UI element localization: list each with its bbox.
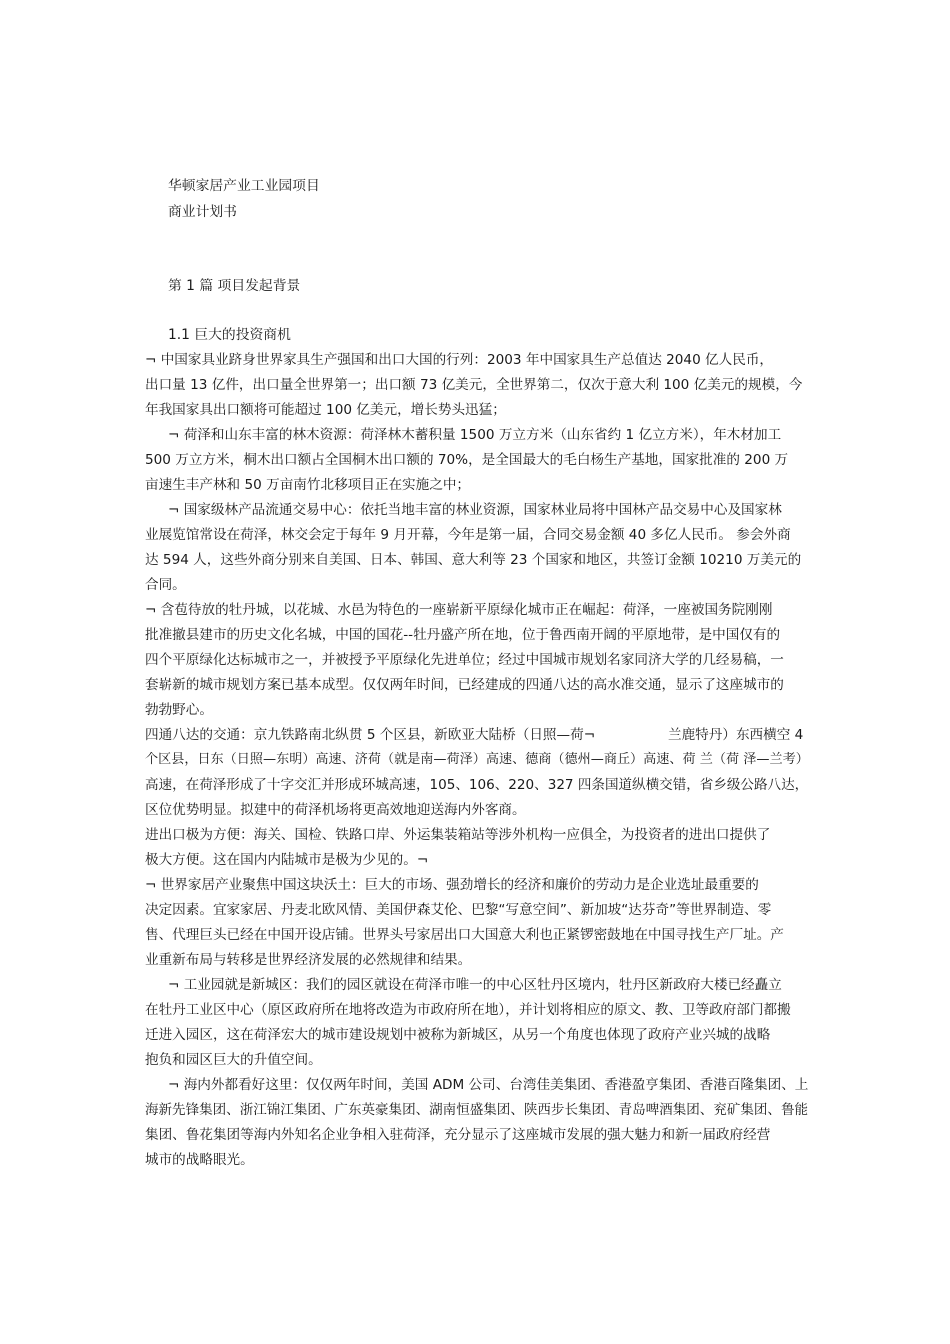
- paragraph-line: 集团、鲁花集团等海内外知名企业争相入驻荷泽，充分显示了这座城市发展的强大魅力和新一届政府经营: [145, 1127, 771, 1143]
- paragraph-line: 海新先锋集团、浙江锦江集团、广东英豪集团、湖南恒盛集团、陕西步长集团、青岛啤酒集团、兖矿集团、鲁能: [145, 1102, 809, 1118]
- paragraph-line: 达 594 人，这些外商分别来自美国、日本、韩国、意大利等 23 个国家和地区，共签订金额 10210 万美元的: [145, 552, 802, 568]
- paragraph-line: 亩速生丰产林和 50 万亩南竹北移项目正在实施之中；: [145, 477, 471, 493]
- paragraph-line: ¬ 国家级林产品流通交易中心：依托当地丰富的林业资源，国家林业局将中国林产品交易中心及国家林: [168, 502, 782, 518]
- paragraph-line: 四个平原绿化达标城市之一，并被授予平原绿化先进单位；经过中国城市规划名家同济大学的几经易稿，一: [145, 652, 784, 668]
- paragraph-line: 区位优势明显。拟建中的荷泽机场将更高效地迎送海内外客商。: [145, 802, 526, 818]
- paragraph-line: ¬ 世界家居产业聚焦中国这块沃土：巨大的市场、强劲增长的经济和廉价的劳动力是企业选址最重要的: [145, 877, 759, 893]
- paragraph-line: 进出口极为方便：海关、国检、铁路口岸、外运集装箱站等涉外机构一应俱全，为投资者的进出口提供了: [145, 827, 771, 843]
- paragraph-line: 500 万立方米，桐木出口额占全国桐木出口额的 70%，是全国最大的毛白杨生产基地，国家批准的 200 万: [145, 452, 789, 468]
- paragraph-line: 城市的战略眼光。: [145, 1152, 254, 1168]
- paragraph-line: 决定因素。宜家家居、丹麦北欧风情、美国伊森艾伦、巴黎“写意空间”、新加坡“达芬奇”等世界制造、零: [145, 902, 772, 918]
- paragraph-line: 业展览馆常设在荷泽，林交会定于每年 9 月开幕，今年是第一届，合同交易金额 40 多亿人民币。 参会外商: [145, 527, 791, 543]
- paragraph-line: 套崭新的城市规划方案已基本成型。仅仅两年时间，已经建成的四通八达的高水准交通，显示了这座城市的: [145, 677, 784, 693]
- paragraph-line: 在牡丹工业区中心（原区政府所在地将改造为市政府所在地），并计划将相应的原文、教、卫等政府部门都搬: [145, 1002, 791, 1018]
- paragraph-line: 年我国家具出口额将可能超过 100 亿美元，增长势头迅猛；: [145, 402, 506, 418]
- paragraph-line: 批准撤县建市的历史文化名城，中国的国花--牡丹盛产所在地，位于鲁西南开阔的平原地带，是中国仅有的: [145, 627, 781, 643]
- paragraph-line: ¬ 含苞待放的牡丹城，以花城、水邑为特色的一座崭新平原绿化城市正在崛起：荷泽，一座被国务院刚刚: [145, 602, 773, 618]
- section-heading: 1.1 巨大的投资商机: [168, 327, 291, 343]
- paragraph-line-part-a: 四通八达的交通：京九铁路南北纵贯 5 个区县，新欧亚大陆桥（日照—荷¬: [145, 727, 596, 743]
- paragraph-line: 个区县，日东（日照—东明）高速、济荷（就是南—荷泽）高速、德商（德州—商丘）高速、荷 兰（荷 泽—兰考）: [145, 752, 809, 767]
- document-title: 华顿家居产业工业园项目: [168, 178, 320, 194]
- paragraph-line: 出口量 13 亿件，出口量全世界第一；出口额 73 亿美元，全世界第二，仅次于意大利 100 亿美元的规模，今: [145, 377, 803, 393]
- paragraph-line: 极大方便。这在国内内陆城市是极为少见的。¬: [145, 852, 429, 868]
- chapter-heading: 第 1 篇 项目发起背景: [168, 278, 301, 294]
- paragraph-line: 抱负和园区巨大的升值空间。: [145, 1052, 322, 1068]
- paragraph-line: 业重新布局与转移是世界经济发展的必然规律和结果。: [145, 952, 472, 968]
- paragraph-line: ¬ 荷泽和山东丰富的林木资源：荷泽林木蓄积量 1500 万立方米（山东省约 1 亿立方米），年木材加工: [168, 427, 782, 443]
- paragraph-line-part-b: 兰鹿特丹）东西横空 4: [668, 727, 804, 743]
- paragraph-line: ¬ 海内外都看好这里：仅仅两年时间，美国 ADM 公司、台湾佳美集团、香港盈亨集团、香港百隆集团、上: [168, 1077, 809, 1093]
- paragraph-line: 合同。: [145, 577, 186, 593]
- paragraph-line: 售、代理巨头已经在中国开设店铺。世界头号家居出口大国意大利也正紧锣密鼓地在中国寻找生产厂址。产: [145, 927, 784, 943]
- paragraph-line: 迁进入园区，这在荷泽宏大的城市建设规划中被称为新城区，从另一个角度也体现了政府产业兴城的战略: [145, 1027, 771, 1043]
- paragraph-line: ¬ 工业园就是新城区：我们的园区就设在荷泽市唯一的中心区牡丹区境内，牡丹区新政府大楼已经矗立: [168, 977, 782, 993]
- document-subtitle: 商业计划书: [168, 204, 237, 220]
- paragraph-line: ¬ 中国家具业跻身世界家具生产强国和出口大国的行列：2003 年中国家具生产总值达 2040 亿人民币，: [145, 352, 774, 368]
- paragraph-line: 高速，在荷泽形成了十字交汇并形成环城高速，105、106、220、327 四条国道纵横交错，省乡级公路八达，: [145, 777, 809, 793]
- paragraph-line: 勃勃野心。: [145, 702, 213, 718]
